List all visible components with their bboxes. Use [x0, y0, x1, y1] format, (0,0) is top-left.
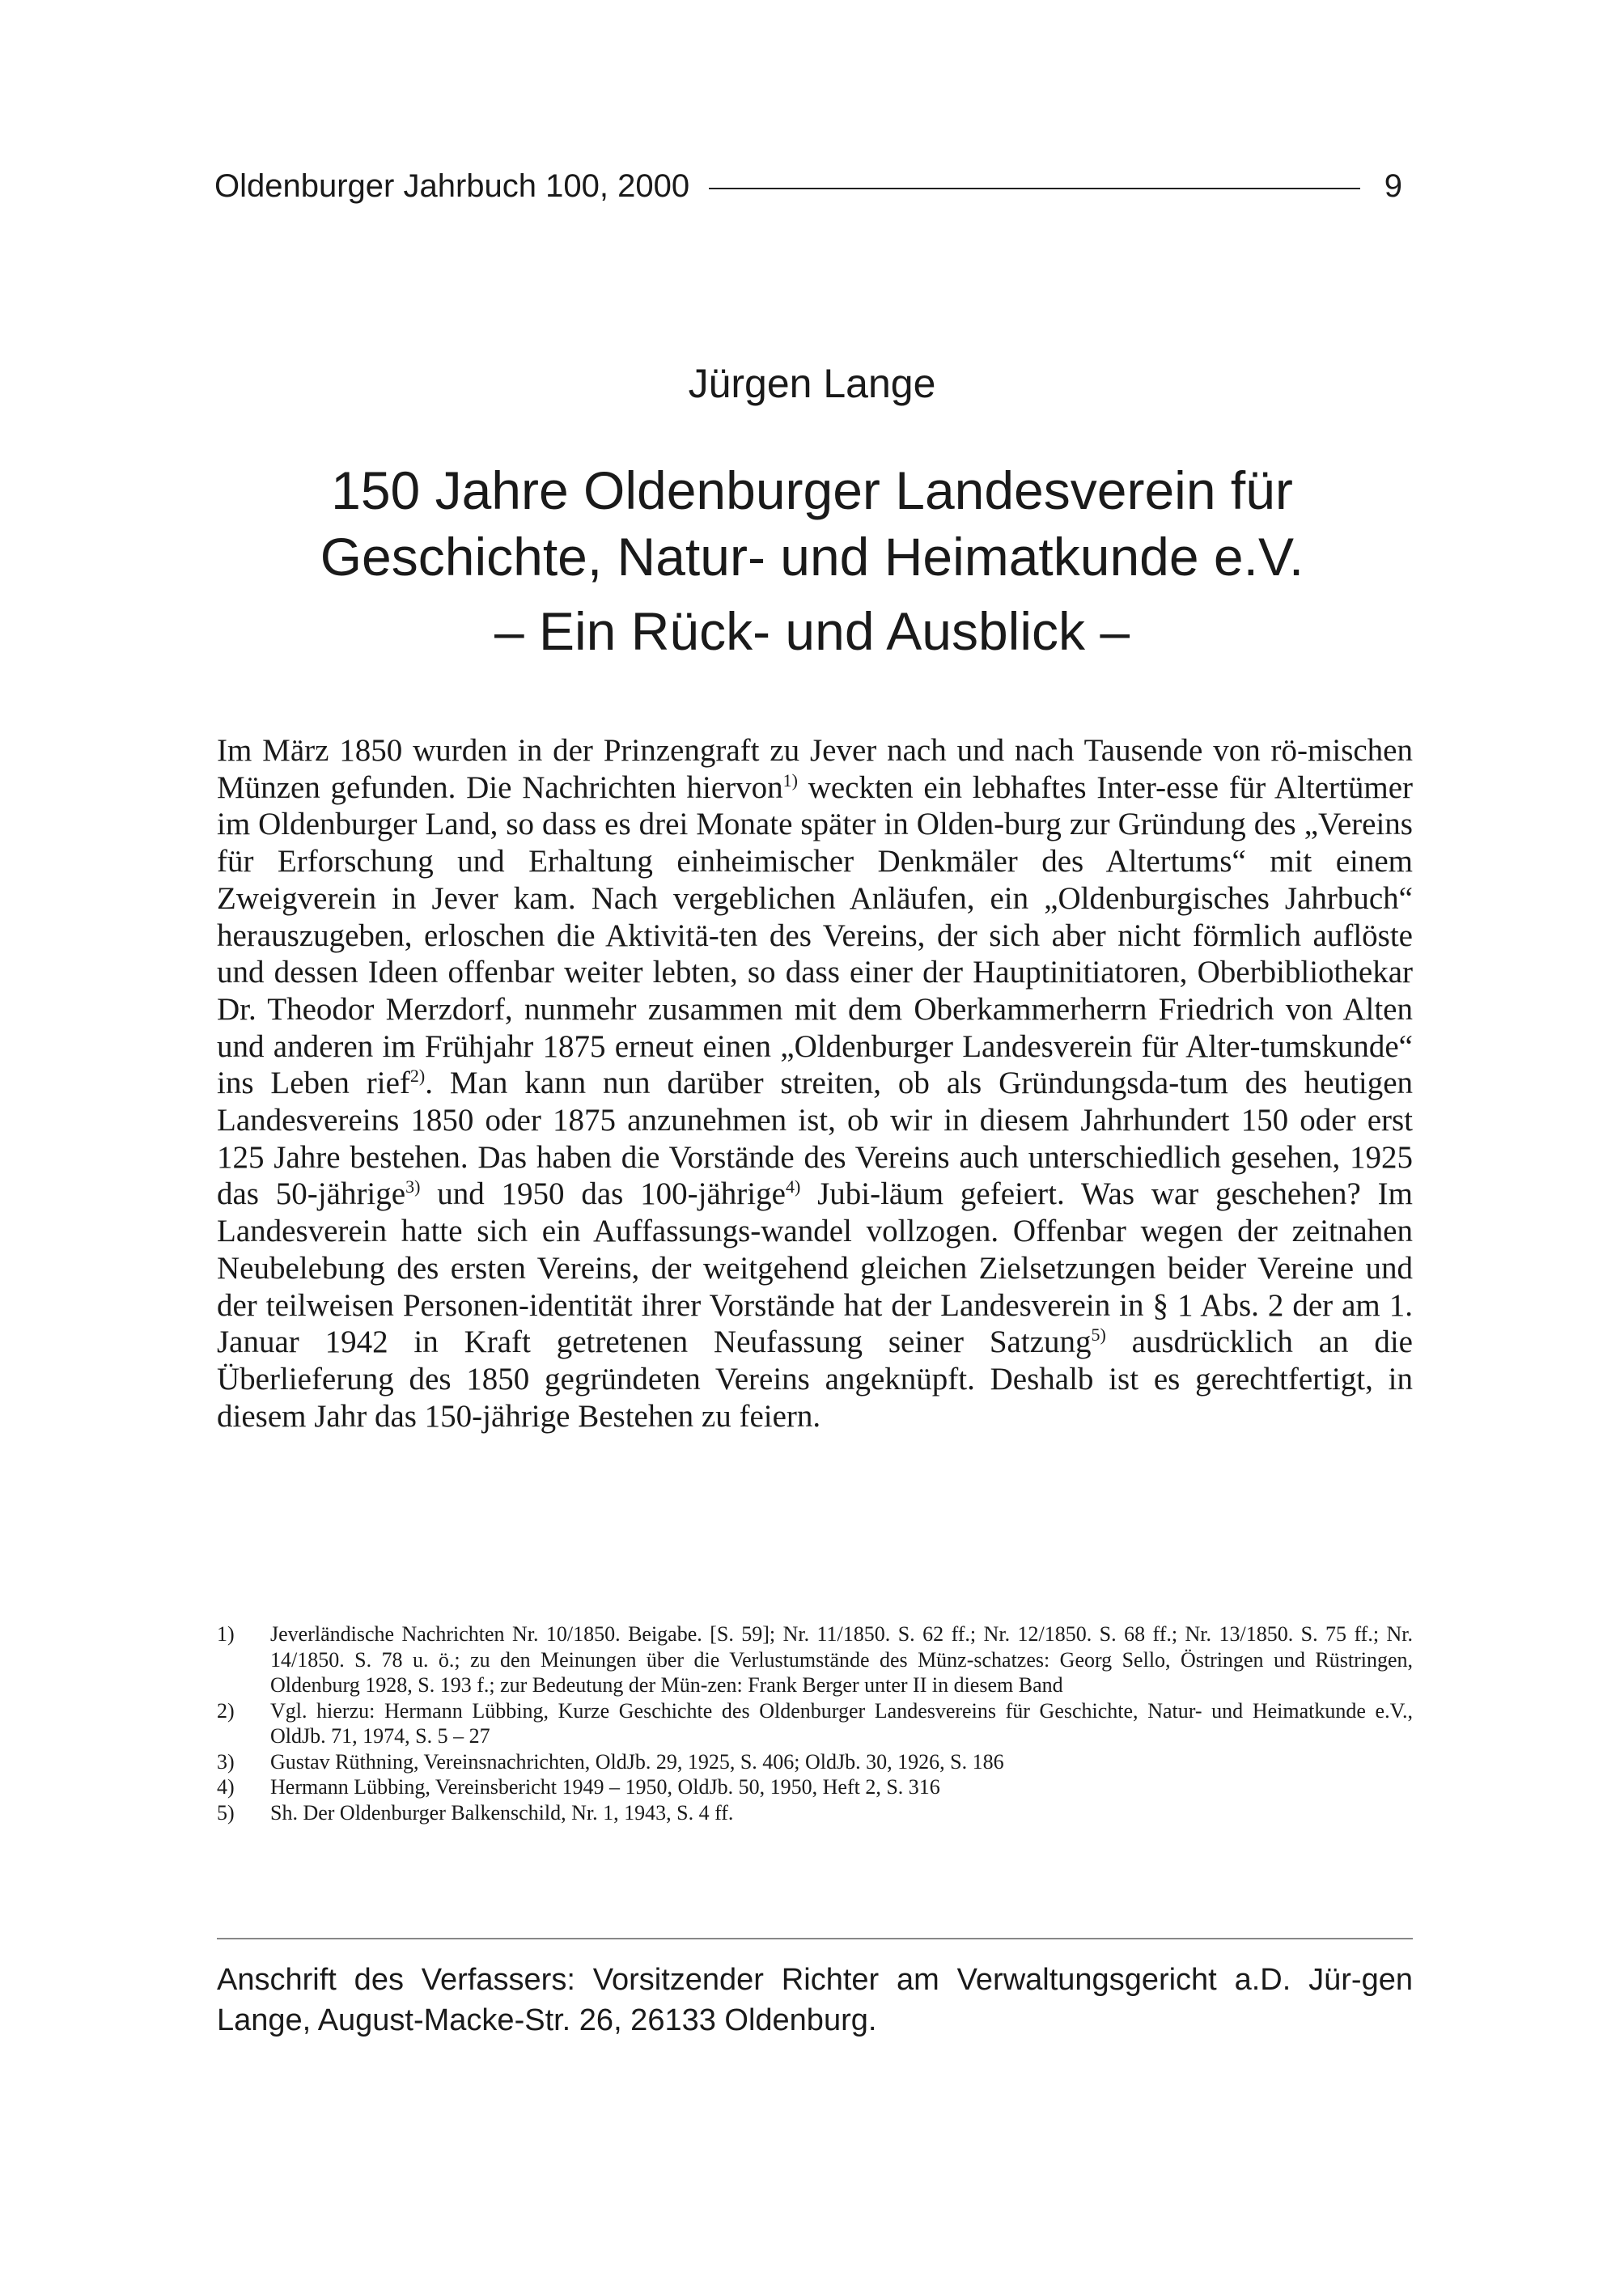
body-text-segment: ausdrücklich an die Überlieferung des 1850 gegründeten Vereins angeknüpft. Deshalb ist es gerechtfertigt, in diesem Jahr das 150-jährige Bestehen zu feiern.	[217, 1325, 1413, 1434]
body-text-segment: und 1950 das 100-jährige	[420, 1176, 786, 1212]
address-divider	[217, 1938, 1413, 1939]
footnote-text: Hermann Lübbing, Vereinsbericht 1949 – 1950, OldJb. 50, 1950, Heft 2, S. 316	[270, 1775, 940, 1799]
footnote-ref-3: 3)	[405, 1176, 421, 1197]
footnote-number: 1)	[217, 1622, 235, 1646]
body-text-segment: Im März 1850 wurden in der Prinzengraft zu Jever nach und nach Tausende von rö-mischen Münzen gefunden. Die Nachrichten hiervon	[217, 733, 1413, 805]
body-text-segment: Jubi-läum gefeiert. Was war geschehen? Im Landesverein hatte sich ein Auffassungs-wandel vollzogen. Offenbar wegen der zeitnahen Neubelebung des ersten Vereins, der weitgehend gleichen Zielsetzungen beider Vereine und der teilweisen Personen-identität ihrer Vorstände hat der Landesverein in § 1 Abs. 2 der am 1. Januar 1942 in Kraft getretenen Neufassung seiner Satzung	[217, 1176, 1413, 1360]
footnote-text: Gustav Rüthning, Vereinsnachrichten, OldJb. 29, 1925, S. 406; OldJb. 30, 1926, S. 186	[270, 1749, 1004, 1774]
footnote-number: 2)	[217, 1698, 235, 1723]
footnote-ref-4: 4)	[785, 1176, 801, 1197]
footnote-item	[217, 1698, 1413, 1749]
running-head	[214, 168, 1402, 205]
body-text-segment: . Man kann nun darüber streiten, ob als Gründungsda-tum des heutigen Landesvereins 1850 oder 1875 anzunehmen ist, ob wir in diesem Jahrhundert 150 oder erst 125 Jahre bestehen. Das haben die Vorstände des Vereins auch unterschiedlich gesehen, 1925 das 50-jährige	[217, 1066, 1413, 1212]
footnote-ref-1: 1)	[782, 769, 798, 790]
title-line-1: 150 Jahre Oldenburger Landesverein für	[331, 460, 1293, 520]
footnote-item	[217, 1774, 1413, 1800]
footnote-number: 3)	[217, 1749, 235, 1774]
footnote-number: 5)	[217, 1800, 235, 1825]
author-name: Jürgen Lange	[688, 361, 936, 406]
footnote-item	[217, 1621, 1413, 1698]
article-title	[0, 457, 1624, 590]
footnote-number: 4)	[217, 1775, 235, 1799]
journal-title: Oldenburger Jahrbuch 100, 2000	[214, 168, 690, 204]
footnote-ref-2: 2)	[409, 1066, 426, 1087]
body-text-segment: weckten ein lebhaftes Inter-esse für Altertümer im Oldenburger Land, so dass es drei Monate später in Olden-burg zur Gründung des „Vereins für Erforschung und Erhaltung einheimischer Denkmäler des Altertums“ mit einem Zweigverein in Jever kam. Nach vergeblichen Anläufen, ein „Oldenburgisches Jahrbuch“ herauszugeben, erloschen die Aktivitä-ten des Vereins, der sich aber nicht förmlich auflöste und dessen Ideen offenbar weiter lebten, so dass einer der Hauptinitiatoren, Oberbibliothekar Dr. Theodor Merzdorf, nunmehr zusammen mit dem Oberkammerherrn Friedrich von Alten und anderen im Frühjahr 1875 erneut einen „Oldenburger Landesverein für Alter-tumskunde“ ins Leben rief	[217, 769, 1413, 1101]
footnote-text: Sh. Der Oldenburger Balkenschild, Nr. 1, 1943, S. 4 ff.	[270, 1800, 734, 1825]
footnote-ref-5: 5)	[1091, 1325, 1106, 1346]
body-paragraph	[217, 732, 1413, 1435]
page-number: 9	[1384, 168, 1402, 204]
header-rule	[709, 188, 1360, 189]
footnote-text: Jeverländische Nachrichten Nr. 10/1850. Beigabe. [S. 59]; Nr. 11/1850. S. 62 ff.; Nr. 12/1850. S. 68 ff.; Nr. 13/1850. S. 75 ff.; Nr. 14/1850. S. 78 u. ö.; zu den Meinungen über die Verlustumstände des Münz-schatzes: Georg Sello, Östringen und Rüstringen, Oldenburg 1928, S. 193 f.; zur Bedeutung der Mün-zen: Frank Berger unter II in diesem Band	[270, 1622, 1413, 1697]
footnote-item	[217, 1800, 1413, 1826]
footnote-item	[217, 1749, 1413, 1775]
author-address: Anschrift des Verfassers: Vorsitzender Richter am Verwaltungsgericht a.D. Jür-gen Lange, August-Macke-Str. 26, 26133 Oldenburg.	[217, 1963, 1413, 2037]
title-line-2: Geschichte, Natur- und Heimatkunde e.V.	[320, 527, 1304, 587]
footnotes-list	[217, 1621, 1413, 1825]
footnote-text: Vgl. hierzu: Hermann Lübbing, Kurze Geschichte des Oldenburger Landesvereins für Geschichte, Natur- und Heimatkunde e.V., OldJb. 71, 1974, S. 5 – 27	[270, 1698, 1413, 1748]
article-subtitle: – Ein Rück- und Ausblick –	[494, 601, 1130, 661]
